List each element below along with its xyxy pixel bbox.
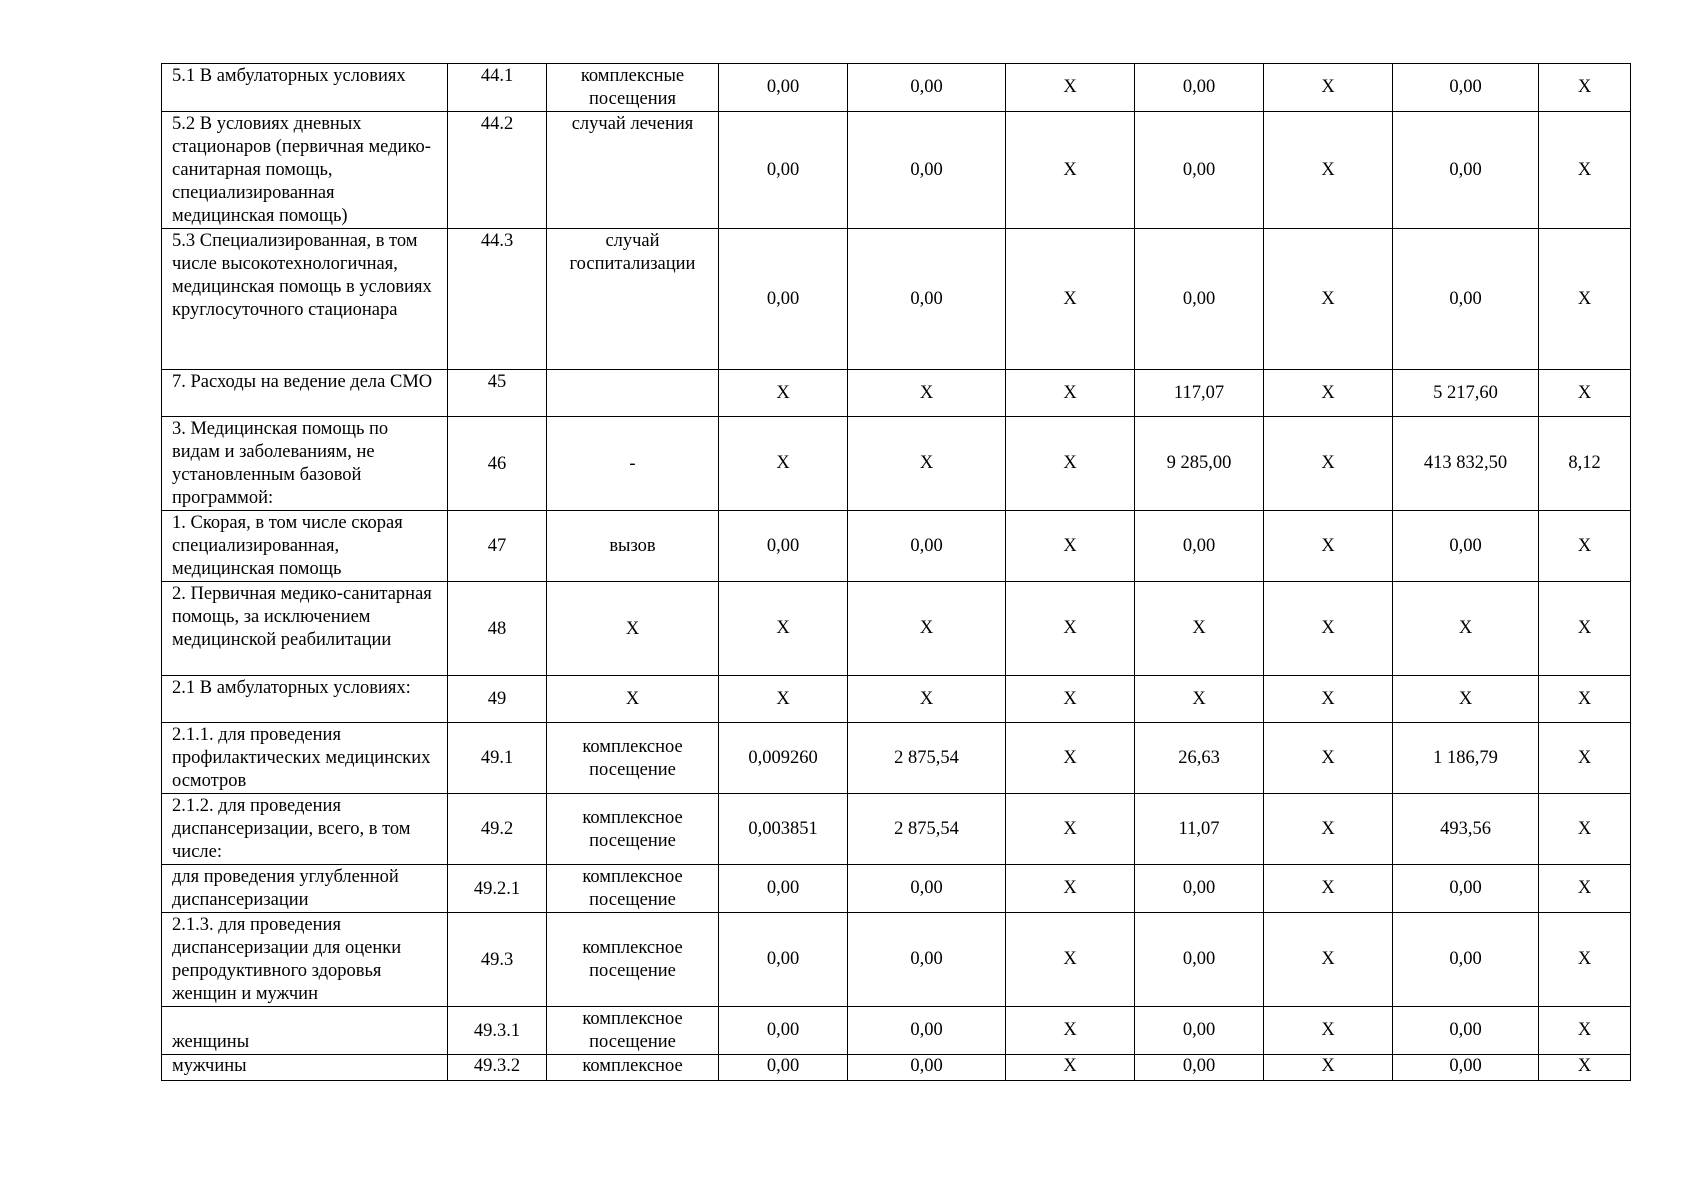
value-cell: Х bbox=[848, 370, 1006, 417]
value-cell: 0,00 bbox=[719, 1055, 848, 1081]
row-name-cell: 2. Первичная медико-санитарная помощь, за исключением медицинской реабилитации bbox=[162, 582, 448, 676]
row-name-cell: 5.3 Специализированная, в том числе высокотехнологичная, медицинская помощь в условиях круглосуточного стационара bbox=[162, 229, 448, 370]
value-cell: 2 875,54 bbox=[848, 794, 1006, 865]
value-cell: 0,00 bbox=[719, 64, 848, 112]
value-cell: 0,00 bbox=[719, 913, 848, 1007]
value-cell: Х bbox=[1539, 865, 1631, 913]
value-cell: Х bbox=[1539, 723, 1631, 794]
value-cell: 0,00 bbox=[1393, 64, 1539, 112]
row-name-cell: 5.1 В амбулаторных условиях bbox=[162, 64, 448, 112]
row-unit-cell: комплексное посещение bbox=[547, 865, 719, 913]
row-code-cell: 44.3 bbox=[448, 229, 547, 370]
value-cell: Х bbox=[719, 582, 848, 676]
value-cell: 0,00 bbox=[848, 511, 1006, 582]
value-cell: 0,00 bbox=[848, 913, 1006, 1007]
row-code-cell: 49 bbox=[448, 676, 547, 723]
value-cell: 0,00 bbox=[719, 1007, 848, 1055]
value-cell: 0,00 bbox=[719, 511, 848, 582]
value-cell: Х bbox=[719, 676, 848, 723]
value-cell: 8,12 bbox=[1539, 417, 1631, 511]
value-cell: Х bbox=[719, 370, 848, 417]
value-cell: 0,00 bbox=[1135, 64, 1264, 112]
row-code-cell: 45 bbox=[448, 370, 547, 417]
table-row bbox=[162, 676, 1631, 723]
row-unit-cell: случай лечения bbox=[547, 112, 719, 229]
value-cell: Х bbox=[1006, 723, 1135, 794]
data-table bbox=[161, 63, 1631, 1081]
value-cell: 0,009260 bbox=[719, 723, 848, 794]
row-code-cell: 44.1 bbox=[448, 64, 547, 112]
value-cell: Х bbox=[1006, 511, 1135, 582]
value-cell: 0,00 bbox=[1393, 112, 1539, 229]
value-cell: Х bbox=[1264, 370, 1393, 417]
value-cell: Х bbox=[1264, 1007, 1393, 1055]
row-unit-cell: Х bbox=[547, 676, 719, 723]
row-code-cell: 46 bbox=[448, 417, 547, 511]
value-cell: Х bbox=[1006, 64, 1135, 112]
row-code-cell: 49.3.1 bbox=[448, 1007, 547, 1055]
row-code-cell: 49.2 bbox=[448, 794, 547, 865]
row-name-cell: 2.1.1. для проведения профилактических медицинских осмотров bbox=[162, 723, 448, 794]
value-cell: Х bbox=[1539, 676, 1631, 723]
row-unit-cell: - bbox=[547, 417, 719, 511]
value-cell: 0,00 bbox=[848, 112, 1006, 229]
value-cell: Х bbox=[1539, 370, 1631, 417]
value-cell: Х bbox=[848, 676, 1006, 723]
row-name-cell: для проведения углубленной диспансеризации bbox=[162, 865, 448, 913]
value-cell: Х bbox=[1539, 582, 1631, 676]
value-cell: 0,00 bbox=[848, 1007, 1006, 1055]
value-cell: Х bbox=[1135, 676, 1264, 723]
table-row bbox=[162, 794, 1631, 865]
value-cell: Х bbox=[1393, 582, 1539, 676]
value-cell: 0,00 bbox=[1135, 1007, 1264, 1055]
table-row bbox=[162, 913, 1631, 1007]
table-row bbox=[162, 417, 1631, 511]
value-cell: Х bbox=[1393, 676, 1539, 723]
row-name-cell: мужчины bbox=[162, 1055, 448, 1081]
value-cell: 5 217,60 bbox=[1393, 370, 1539, 417]
value-cell: Х bbox=[1006, 112, 1135, 229]
value-cell: 117,07 bbox=[1135, 370, 1264, 417]
value-cell: 2 875,54 bbox=[848, 723, 1006, 794]
value-cell: 0,00 bbox=[848, 229, 1006, 370]
value-cell: 0,003851 bbox=[719, 794, 848, 865]
row-code-cell: 47 bbox=[448, 511, 547, 582]
value-cell: 0,00 bbox=[1393, 865, 1539, 913]
value-cell: 0,00 bbox=[1135, 913, 1264, 1007]
value-cell: Х bbox=[1539, 229, 1631, 370]
row-name-cell: 7. Расходы на ведение дела СМО bbox=[162, 370, 448, 417]
value-cell: 493,56 bbox=[1393, 794, 1539, 865]
row-unit-cell: комплексное посещение bbox=[547, 723, 719, 794]
row-code-cell: 44.2 bbox=[448, 112, 547, 229]
value-cell: Х bbox=[1539, 1055, 1631, 1081]
value-cell: 0,00 bbox=[1393, 229, 1539, 370]
value-cell: 0,00 bbox=[1393, 511, 1539, 582]
table-row bbox=[162, 370, 1631, 417]
row-unit-cell bbox=[547, 370, 719, 417]
value-cell: Х bbox=[1006, 794, 1135, 865]
row-code-cell: 49.3.2 bbox=[448, 1055, 547, 1081]
row-code-cell: 48 bbox=[448, 582, 547, 676]
value-cell: 0,00 bbox=[719, 112, 848, 229]
value-cell: Х bbox=[1006, 913, 1135, 1007]
value-cell: Х bbox=[1264, 1055, 1393, 1081]
table-row bbox=[162, 865, 1631, 913]
value-cell: Х bbox=[1539, 511, 1631, 582]
value-cell: 9 285,00 bbox=[1135, 417, 1264, 511]
value-cell: 0,00 bbox=[719, 865, 848, 913]
row-code-cell: 49.3 bbox=[448, 913, 547, 1007]
row-name-cell: 2.1.3. для проведения диспансеризации для оценки репродуктивного здоровья женщин и мужчин bbox=[162, 913, 448, 1007]
value-cell: 0,00 bbox=[1393, 1055, 1539, 1081]
value-cell: 0,00 bbox=[1393, 1007, 1539, 1055]
value-cell: Х bbox=[1264, 417, 1393, 511]
value-cell: Х bbox=[1006, 417, 1135, 511]
value-cell: 1 186,79 bbox=[1393, 723, 1539, 794]
value-cell: Х bbox=[1006, 865, 1135, 913]
value-cell: 413 832,50 bbox=[1393, 417, 1539, 511]
value-cell: Х bbox=[1006, 1055, 1135, 1081]
row-unit-cell: комплексное посещение bbox=[547, 1007, 719, 1055]
table-row bbox=[162, 112, 1631, 229]
value-cell: Х bbox=[1539, 64, 1631, 112]
row-code-cell: 49.2.1 bbox=[448, 865, 547, 913]
value-cell: 0,00 bbox=[848, 1055, 1006, 1081]
table-row bbox=[162, 64, 1631, 112]
table-row bbox=[162, 1007, 1631, 1055]
value-cell: 0,00 bbox=[1135, 1055, 1264, 1081]
value-cell: Х bbox=[1264, 676, 1393, 723]
value-cell: Х bbox=[848, 417, 1006, 511]
value-cell: Х bbox=[719, 417, 848, 511]
value-cell: Х bbox=[1539, 1007, 1631, 1055]
row-unit-cell: Х bbox=[547, 582, 719, 676]
value-cell: Х bbox=[1006, 676, 1135, 723]
row-name-cell: 3. Медицинская помощь по видам и заболеваниям, не установленным базовой программой: bbox=[162, 417, 448, 511]
value-cell: Х bbox=[1539, 794, 1631, 865]
value-cell: 26,63 bbox=[1135, 723, 1264, 794]
row-unit-cell: комплексные посещения bbox=[547, 64, 719, 112]
row-name-cell: 1. Скорая, в том числе скорая специализированная, медицинская помощь bbox=[162, 511, 448, 582]
value-cell: Х bbox=[1539, 112, 1631, 229]
value-cell: Х bbox=[1006, 582, 1135, 676]
table-row bbox=[162, 723, 1631, 794]
value-cell: 0,00 bbox=[848, 64, 1006, 112]
value-cell: Х bbox=[1264, 229, 1393, 370]
value-cell: 0,00 bbox=[719, 229, 848, 370]
value-cell: 0,00 bbox=[848, 865, 1006, 913]
row-unit-cell: случай госпитализации bbox=[547, 229, 719, 370]
row-unit-cell: вызов bbox=[547, 511, 719, 582]
row-unit-cell: комплексное bbox=[547, 1055, 719, 1081]
value-cell: Х bbox=[1264, 511, 1393, 582]
table-row bbox=[162, 511, 1631, 582]
value-cell: Х bbox=[1135, 582, 1264, 676]
value-cell: Х bbox=[1006, 1007, 1135, 1055]
row-name-cell: 5.2 В условиях дневных стационаров (первичная медико-санитарная помощь, специализированная медицинская помощь) bbox=[162, 112, 448, 229]
row-code-cell: 49.1 bbox=[448, 723, 547, 794]
value-cell: Х bbox=[1539, 913, 1631, 1007]
row-unit-cell: комплексное посещение bbox=[547, 913, 719, 1007]
value-cell: 0,00 bbox=[1135, 511, 1264, 582]
row-unit-cell: комплексное посещение bbox=[547, 794, 719, 865]
value-cell: Х bbox=[1264, 913, 1393, 1007]
value-cell: Х bbox=[1264, 794, 1393, 865]
value-cell: Х bbox=[1006, 370, 1135, 417]
table-row bbox=[162, 229, 1631, 370]
value-cell: Х bbox=[1006, 229, 1135, 370]
value-cell: Х bbox=[1264, 64, 1393, 112]
value-cell: 0,00 bbox=[1393, 913, 1539, 1007]
value-cell: Х bbox=[1264, 865, 1393, 913]
row-name-cell: женщины bbox=[162, 1007, 448, 1055]
table-row bbox=[162, 582, 1631, 676]
value-cell: 11,07 bbox=[1135, 794, 1264, 865]
row-name-cell: 2.1 В амбулаторных условиях: bbox=[162, 676, 448, 723]
value-cell: Х bbox=[1264, 582, 1393, 676]
row-name-cell: 2.1.2. для проведения диспансеризации, всего, в том числе: bbox=[162, 794, 448, 865]
value-cell: 0,00 bbox=[1135, 229, 1264, 370]
value-cell: 0,00 bbox=[1135, 865, 1264, 913]
value-cell: 0,00 bbox=[1135, 112, 1264, 229]
value-cell: Х bbox=[1264, 723, 1393, 794]
value-cell: Х bbox=[848, 582, 1006, 676]
table-row bbox=[162, 1055, 1631, 1081]
value-cell: Х bbox=[1264, 112, 1393, 229]
